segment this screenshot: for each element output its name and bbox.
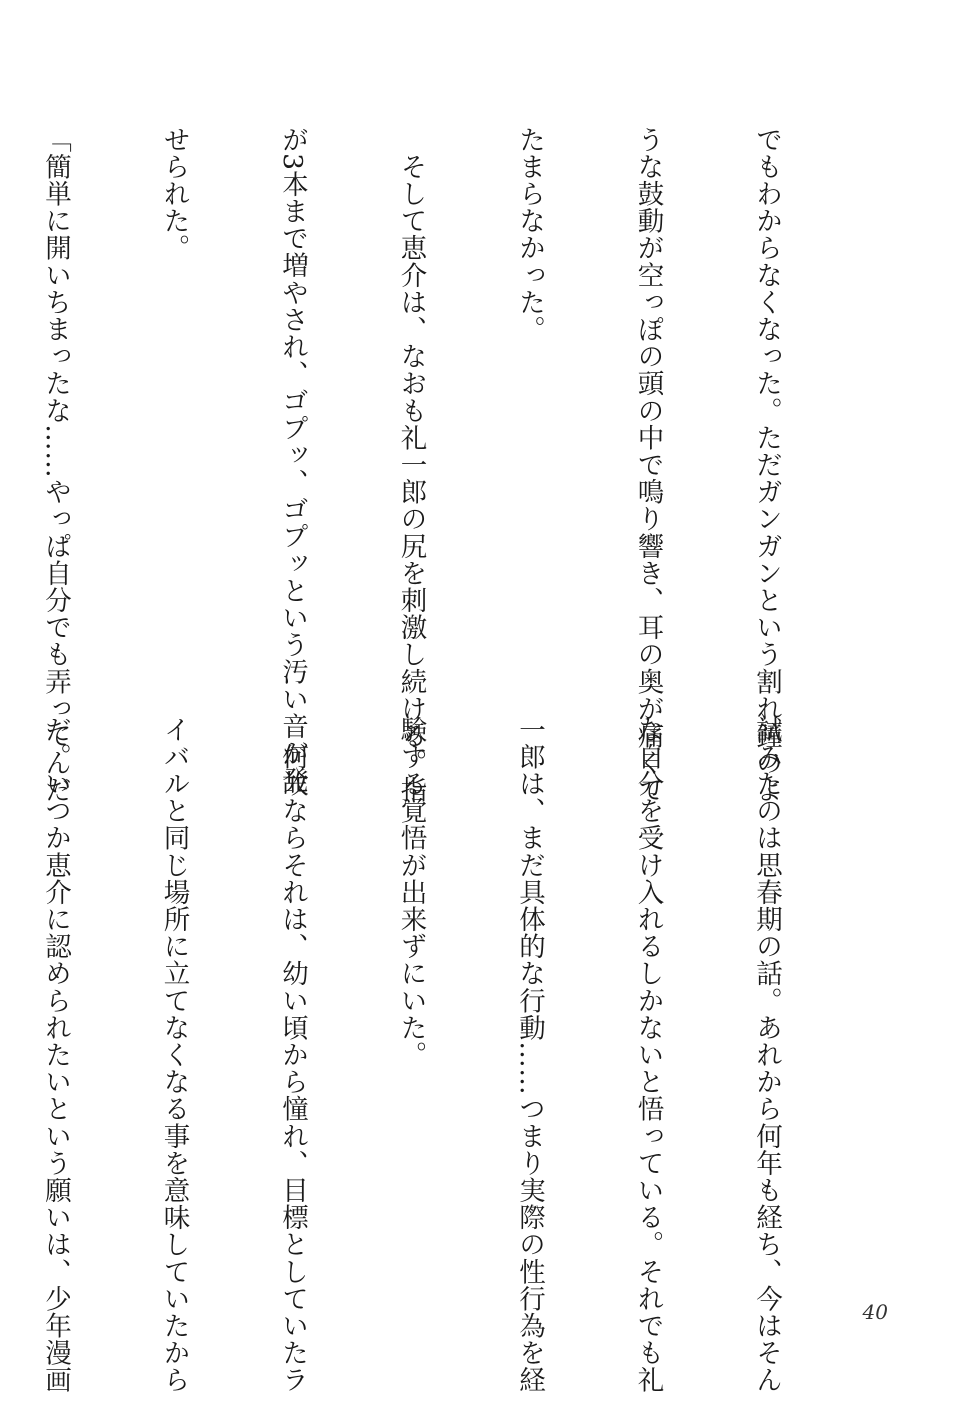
text-column: 試みたのは思春期の話。あれから何年も経ち、今はそん — [751, 716, 782, 1394]
page-number: 40 — [862, 1300, 888, 1324]
text-column: イバルと同じ場所に立てなくなる事を意味していたから — [158, 716, 190, 1394]
text-column: な自分を受け入れるしかないと悟っている。それでも礼 — [632, 716, 664, 1394]
text-column: だ。いつか恵介に認められたいという願いは、少年漫画 — [40, 716, 71, 1394]
text-column: うな鼓動が空っぽの頭の中で鳴り響き、耳の奥が痛くて — [632, 126, 664, 804]
text-column: 何故ならそれは、幼い頃から憧れ、目標としていたラ — [277, 716, 308, 1394]
text-column: が3本まで増やされ、ゴプッ、ゴプッという汚い音が発 — [277, 126, 308, 794]
text-column: たまらなかった。 — [514, 126, 545, 343]
text-column: せられた。 — [158, 126, 190, 262]
upper-text-block — [40, 126, 865, 804]
text-column: 験する覚悟が出来ずにいた。 — [395, 716, 427, 1069]
text-column: 一郎は、まだ具体的な行動……つまり実際の性行為を経 — [514, 716, 545, 1394]
text-column: 「簡単に開いちまったな……やっぱ自分でも弄ってんだ — [40, 126, 71, 804]
text-column: でもわからなくなった。ただガンガンという割れ鐘のよ — [751, 126, 782, 804]
text-column: そして恵介は、なおも礼一郎の尻を刺激し続ける。指 — [395, 126, 427, 804]
lower-text-block — [40, 716, 865, 1394]
